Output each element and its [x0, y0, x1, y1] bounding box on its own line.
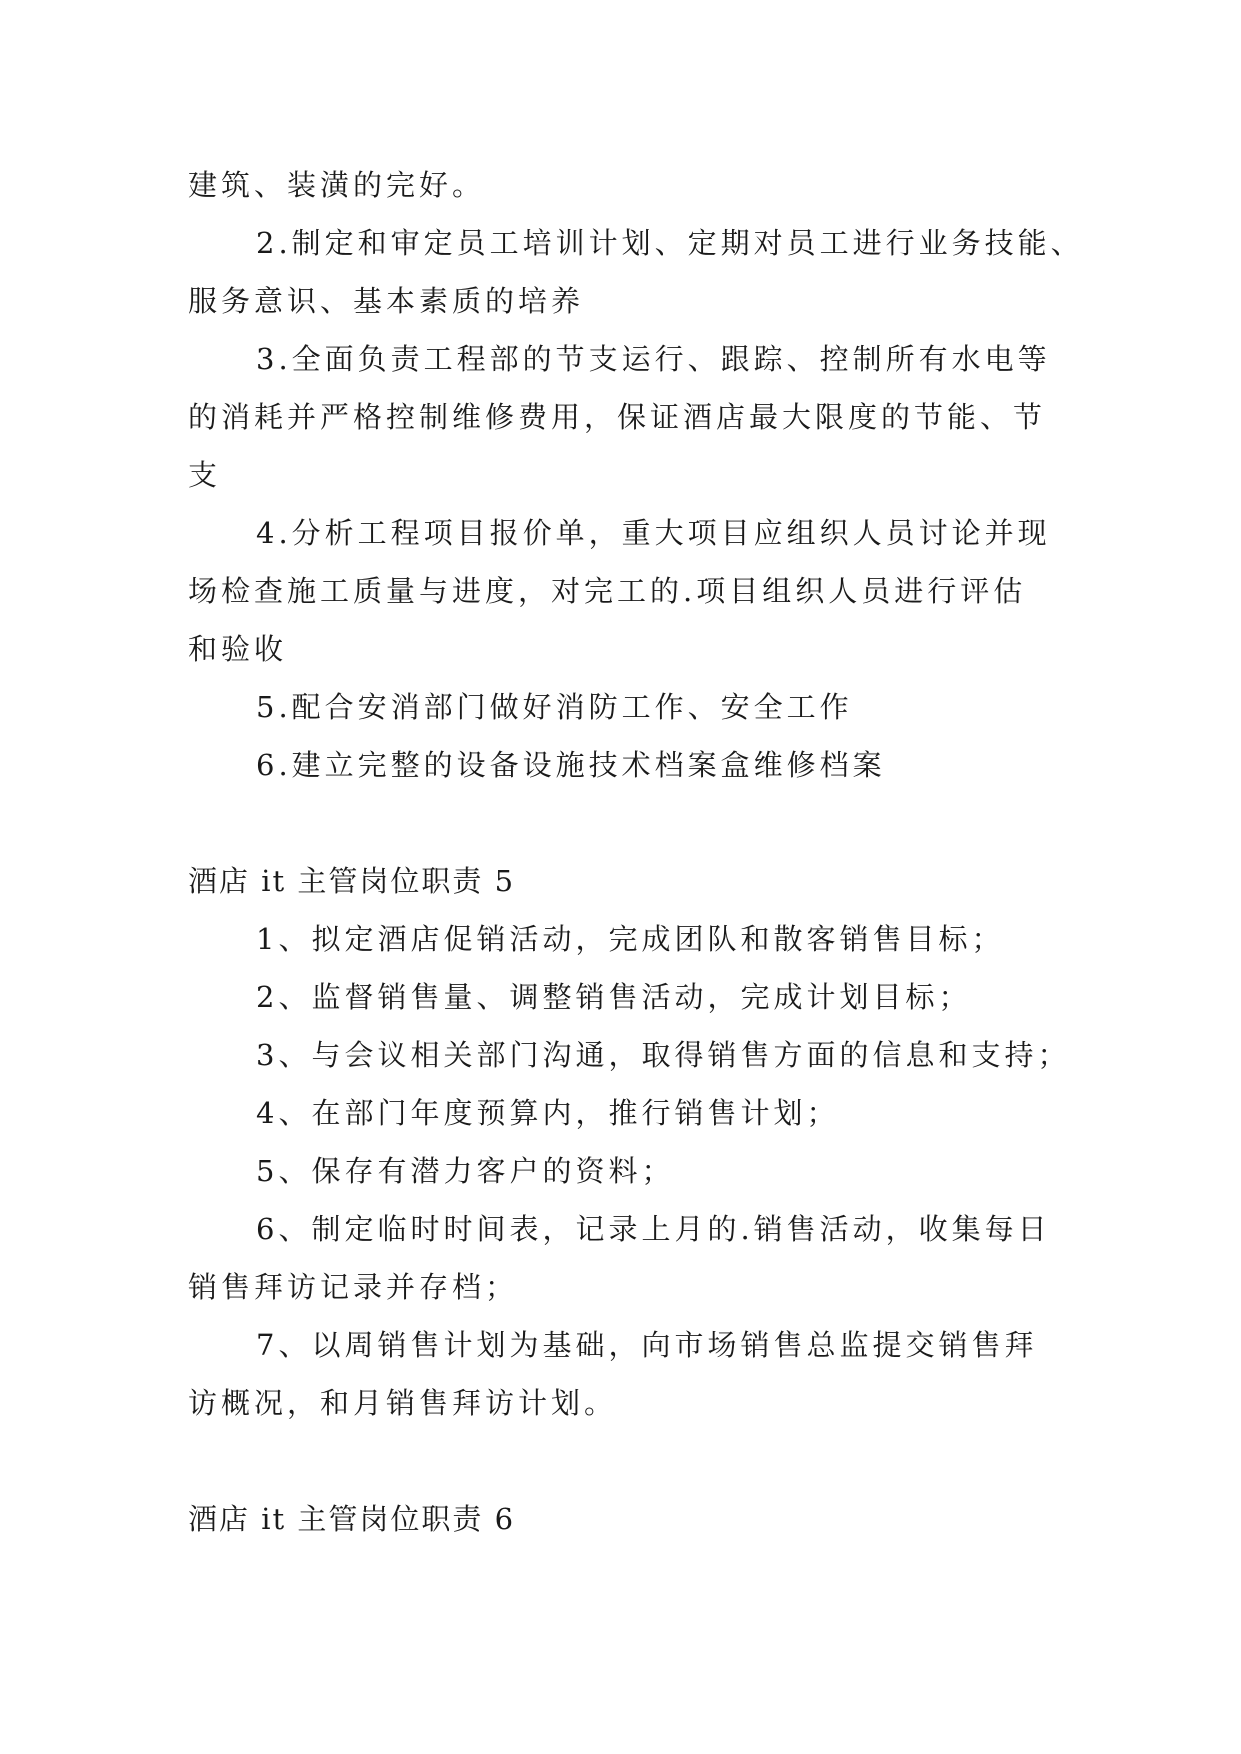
text-line: 2.制定和审定员工培训计划、定期对员工进行业务技能、 — [256, 226, 1084, 260]
list-item: 6、制定临时时间表，记录上月的.销售活动，收集每日 — [256, 1212, 1051, 1246]
list-item: 3、与会议相关部门沟通，取得销售方面的信息和支持； — [256, 1038, 1071, 1072]
text-line: 3.全面负责工程部的节支运行、跟踪、控制所有水电等 — [256, 342, 1051, 376]
text-line: 服务意识、基本素质的培养 — [188, 284, 585, 318]
text-line: 的消耗并严格控制维修费用，保证酒店最大限度的节能、节 — [188, 400, 1047, 434]
list-item-continuation: 访概况，和月销售拜访计划。 — [188, 1386, 618, 1420]
section-heading: 酒店 it 主管岗位职责 6 — [188, 1502, 516, 1536]
text-line: 6.建立完整的设备设施技术档案盒维修档案 — [256, 748, 886, 782]
list-item: 4、在部门年度预算内，推行销售计划； — [256, 1096, 840, 1130]
text-line: 支 — [188, 458, 222, 492]
text-line: 和验收 — [188, 632, 288, 666]
list-item-continuation: 销售拜访记录并存档； — [188, 1270, 519, 1304]
list-item: 2、监督销售量、调整销售活动，完成计划目标； — [256, 980, 972, 1014]
text-line: 建筑、装潢的完好。 — [188, 168, 486, 202]
text-line: 4.分析工程项目报价单，重大项目应组织人员讨论并现 — [256, 516, 1051, 550]
text-line: 场检查施工质量与进度，对完工的.项目组织人员进行评估 — [188, 574, 1027, 608]
list-item: 1、拟定酒店促销活动，完成团队和散客销售目标； — [256, 922, 1005, 956]
section-heading: 酒店 it 主管岗位职责 5 — [188, 864, 516, 898]
text-line: 5.配合安消部门做好消防工作、安全工作 — [256, 690, 853, 724]
list-item: 5、保存有潜力客户的资料； — [256, 1154, 675, 1188]
list-item: 7、以周销售计划为基础，向市场销售总监提交销售拜 — [256, 1328, 1038, 1362]
